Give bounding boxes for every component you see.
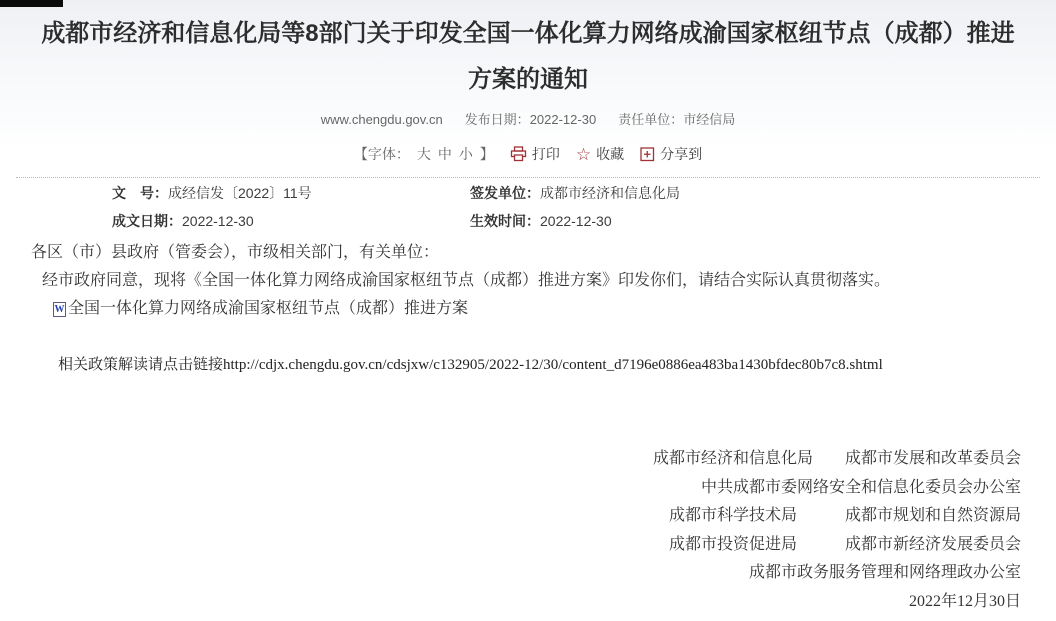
doc-info-table: [0, 178, 1056, 235]
printer-icon: [510, 146, 527, 162]
doc-number-cell: [112, 183, 470, 203]
signature-date: 2022年12月30日: [908, 592, 1021, 610]
publish-date-value: 2022-12-30: [529, 112, 597, 127]
font-size-control: [354, 144, 494, 164]
favorite-label: 收藏: [596, 146, 625, 162]
print-button[interactable]: [510, 144, 560, 164]
attachment-title: 全国一体化算力网络成渝国家枢纽节点（成都）推进方案: [68, 300, 469, 317]
document-body: [0, 235, 1056, 617]
issuing-unit-value: 成都市经济和信息化局: [540, 185, 680, 201]
publish-date-label: 发布日期：: [464, 112, 530, 127]
share-button[interactable]: [640, 144, 702, 164]
font-size-suffix: 】: [479, 146, 494, 162]
signature-line: 成都市投资促进局 成都市新经济发展委员会: [668, 535, 1021, 553]
star-icon: ☆: [575, 144, 592, 164]
written-date-cell: [112, 211, 470, 231]
doc-number-value: 成经信发〔2022〕11号: [168, 185, 312, 201]
salutation-line: 各区（市）县政府（管委会），市级相关部门，有关单位：: [31, 244, 440, 261]
policy-link-prefix: 相关政策解读请点击链接: [58, 357, 224, 373]
font-size-prefix: 【字体：: [353, 146, 410, 162]
word-document-icon: W: [54, 303, 65, 315]
issuing-unit-label: 签发单位：: [470, 185, 540, 201]
doc-number-label: 文 号：: [112, 185, 168, 201]
site-url: www.chengdu.gov.cn: [320, 112, 443, 127]
doc-info-row: [112, 179, 1040, 207]
effective-date-value: 2022-12-30: [540, 213, 612, 229]
share-plus-icon: [640, 147, 655, 162]
responsible-unit-value: 市经信局: [683, 112, 736, 127]
responsible-unit-label: 责任单位：: [618, 112, 684, 127]
body-paragraph: 经市政府同意，现将《全国一体化算力网络成渝国家枢纽节点（成都）推进方案》印发你们，请结合实际认真贯彻落实。: [42, 272, 891, 289]
signature-line: 成都市经济和信息化局 成都市发展和改革委员会: [652, 450, 1021, 467]
top-left-black-bar: [0, 0, 63, 7]
signature-line: 中共成都市委网络安全和信息化委员会办公室: [700, 478, 1021, 496]
font-size-small-button[interactable]: 小: [458, 146, 473, 162]
attachment-link[interactable]: [53, 295, 1040, 323]
written-date-label: 成文日期：: [112, 213, 182, 229]
share-label: 分享到: [660, 146, 703, 162]
effective-date-cell: [470, 211, 612, 231]
effective-date-label: 生效时间：: [470, 213, 540, 229]
doc-info-row: [112, 207, 1040, 235]
policy-link-url[interactable]: http://cdjx.chengdu.gov.cn/cdsjxw/c132905/2022-12/30/content_d7196e0886ea483ba1430bfdec80b7c8.shtml: [223, 357, 883, 373]
publish-date: [465, 111, 597, 129]
page-title: 成都市经济和信息化局等8部门关于印发全国一体化算力网络成渝国家枢纽节点（成都）推进方案的通知: [41, 20, 1015, 93]
meta-row: [0, 111, 1056, 129]
written-date-value: 2022-12-30: [182, 213, 254, 229]
print-label: 打印: [531, 146, 560, 162]
issuing-unit-cell: [470, 183, 680, 203]
signature-block: [16, 445, 1040, 617]
font-size-large-button[interactable]: 大: [416, 146, 431, 162]
favorite-button[interactable]: [576, 144, 624, 164]
font-size-medium-button[interactable]: 中: [437, 146, 452, 162]
responsible-unit: [618, 111, 735, 129]
policy-interpretation-line: [58, 353, 1040, 377]
signature-line: 成都市政务服务管理和网络理政办公室: [748, 564, 1021, 582]
signature-line: 成都市科学技术局 成都市规划和自然资源局: [668, 507, 1021, 525]
toolbar: [0, 144, 1056, 164]
